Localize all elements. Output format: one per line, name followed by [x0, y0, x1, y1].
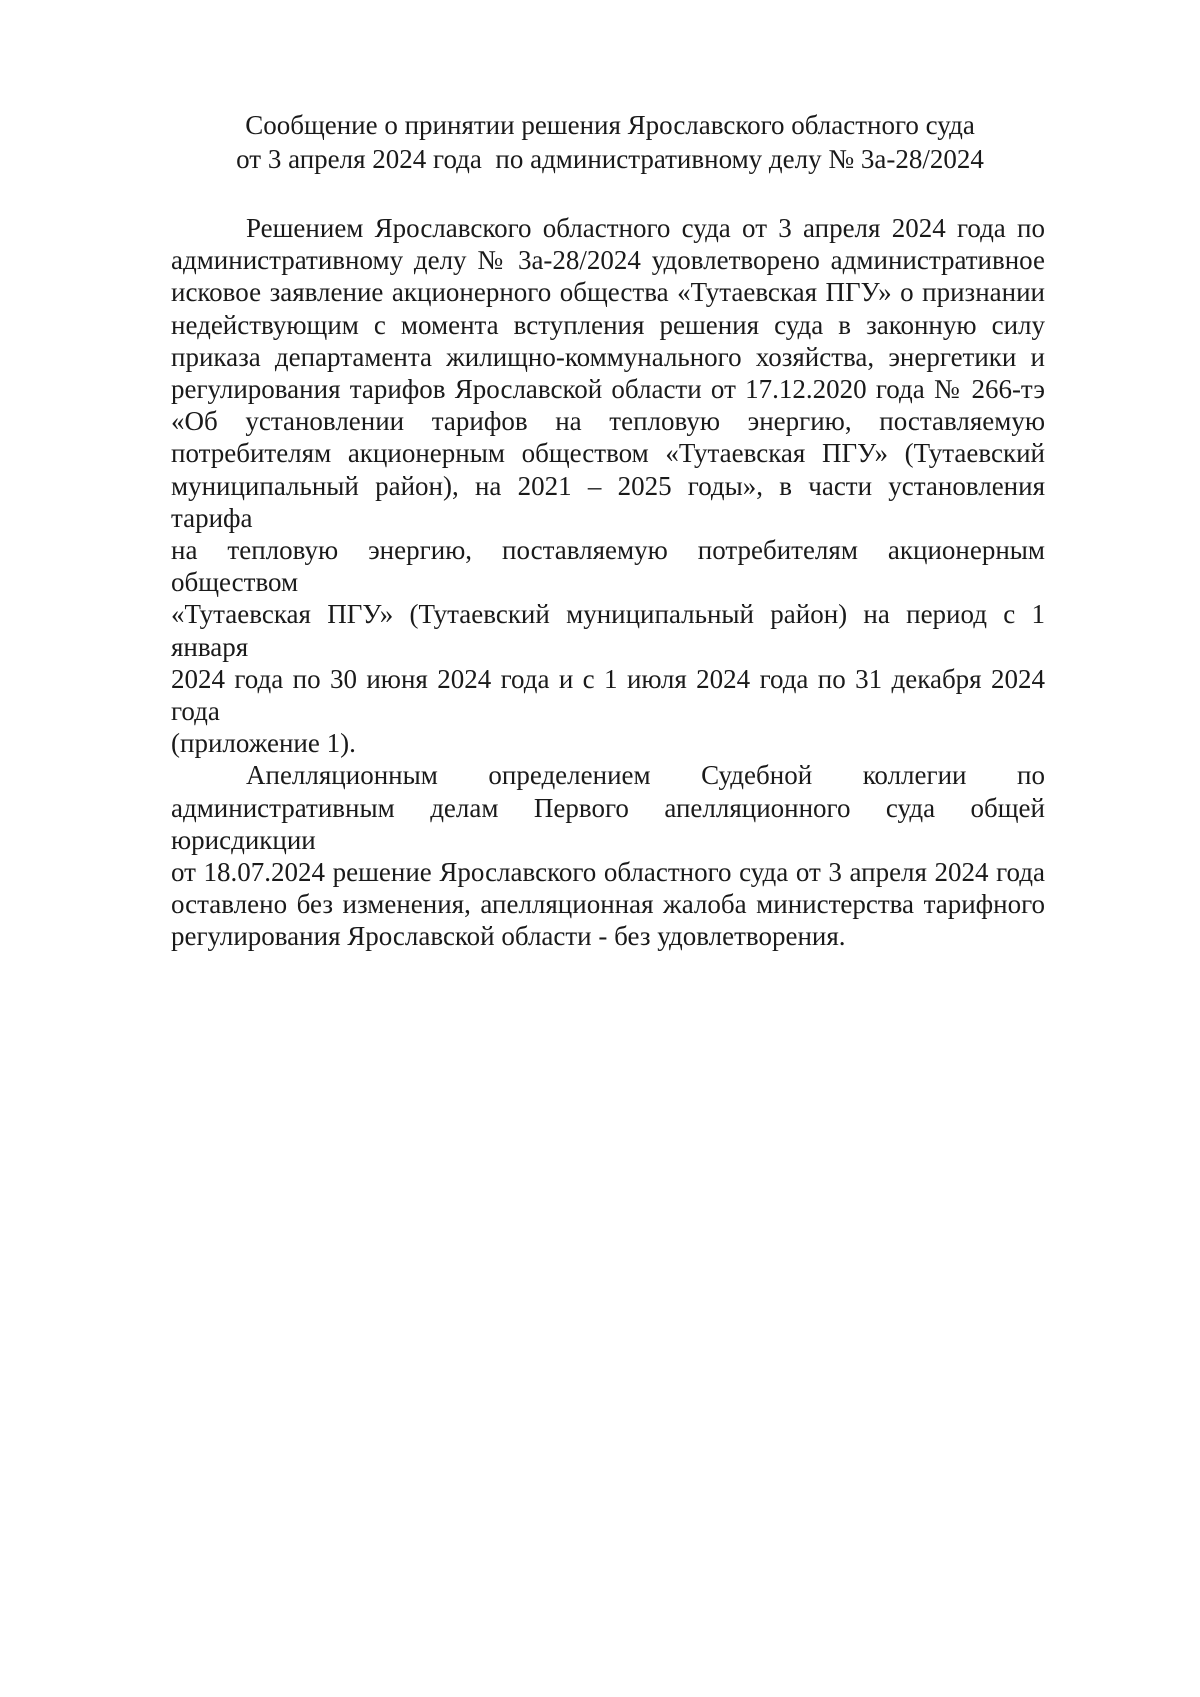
title-line-2: от 3 апреля 2024 года по административному делу № 3а-28/2024: [236, 144, 984, 174]
paragraph-decision: [171, 212, 1045, 759]
text-line: Решением Ярославского областного суда от 3 апреля 2024 года по: [246, 213, 1045, 243]
text-line: муниципальный район), на 2021 – 2025 годы», в части установления тарифа: [171, 470, 1045, 533]
text-line: регулирования Ярославской области - без удовлетворения.: [171, 921, 846, 952]
text-line: административным делам Первого апелляционного суда общей юрисдикции: [171, 792, 1045, 855]
paragraph-appeal: [171, 759, 1045, 952]
text-line: исковое заявление акционерного общества «Тутаевская ПГУ» о признании: [171, 277, 1045, 308]
text-line: оставлено без изменения, апелляционная жалоба министерства тарифного: [171, 889, 1045, 920]
text-line: приказа департамента жилищно-коммунального хозяйства, энергетики и: [171, 341, 1045, 372]
text-line: регулирования тарифов Ярославской области от 17.12.2020 года № 266-тэ: [171, 374, 1045, 405]
document-body: [171, 212, 1045, 953]
text-line: на тепловую энергию, поставляемую потребителям акционерным обществом: [171, 535, 1045, 598]
text-line: потребителям акционерным обществом «Тутаевская ПГУ» (Тутаевский: [171, 438, 1045, 469]
text-line: 2024 года по 30 июня 2024 года и с 1 июля 2024 года по 31 декабря 2024 года: [171, 663, 1045, 727]
document-title: [160, 108, 1060, 176]
title-line-1: Сообщение о принятии решения Ярославского областного суда: [245, 110, 975, 140]
text-line: административному делу № 3а-28/2024 удовлетворено административное: [171, 245, 1045, 276]
text-line: Апелляционным определением Судебной коллегии по: [246, 760, 1045, 791]
text-line: от 18.07.2024 решение Ярославского областного суда от 3 апреля 2024 года: [171, 857, 1045, 888]
text-line: «Тутаевская ПГУ» (Тутаевский муниципальный район) на период с 1 января: [171, 599, 1045, 662]
text-line: (приложение 1).: [171, 728, 356, 759]
text-line: недействующим с момента вступления решения суда в законную силу: [171, 309, 1045, 340]
text-line: «Об установлении тарифов на тепловую энергию, поставляемую: [171, 406, 1045, 437]
